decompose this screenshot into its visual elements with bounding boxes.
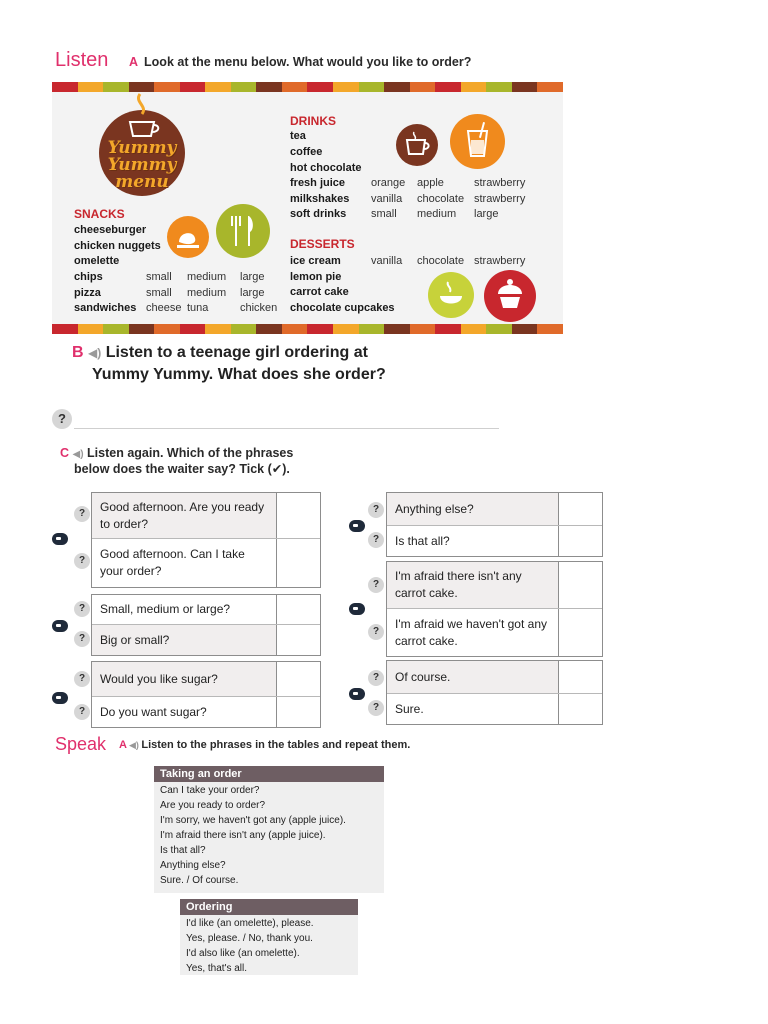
speaker-icon: ◀) (128, 740, 142, 750)
hot-drink-icon (428, 272, 474, 318)
phrase-text: Big or small? (100, 632, 170, 647)
dessert-lemon-pie: lemon pie (290, 271, 342, 283)
help-question-icon[interactable]: ? (74, 631, 90, 647)
table-row (92, 539, 320, 587)
phrase-text: Do you want sugar? (100, 704, 207, 719)
menu-bottom-stripe (52, 324, 563, 334)
taking-order-box (154, 766, 384, 893)
tick-box[interactable] (558, 661, 602, 693)
pizza-option: small (146, 287, 172, 299)
drink-soft-drinks: soft drinks (290, 208, 347, 220)
fork-knife-icon (216, 204, 270, 258)
drink-fresh-juice: fresh juice (290, 177, 346, 189)
phrase-line: Is that all? (160, 845, 206, 856)
tick-table-left-3 (91, 661, 321, 728)
answer-key-icon[interactable] (349, 603, 365, 615)
tick-table-right-3 (386, 660, 603, 725)
juice-option: strawberry (474, 177, 526, 189)
ice-cream-option: vanilla (371, 255, 403, 267)
menu-logo-text: Yummy Yummy menu (107, 138, 177, 192)
table-row (92, 595, 320, 625)
snack-chips: chips (74, 271, 103, 283)
tick-box[interactable] (276, 625, 320, 655)
answer-line[interactable] (74, 428, 499, 429)
table-row (92, 697, 320, 727)
help-question-icon[interactable]: ? (74, 704, 90, 720)
help-question-icon[interactable]: ? (368, 700, 384, 716)
tick-box[interactable] (276, 493, 320, 538)
phrase-text: Would you like sugar? (100, 671, 218, 686)
table-row (387, 661, 602, 694)
chips-option: small (146, 271, 172, 283)
phrase-line: Yes, please. / No, thank you. (186, 933, 313, 944)
answer-key-icon[interactable] (349, 520, 365, 532)
part-b-question (72, 342, 386, 385)
table-row (92, 662, 320, 697)
milkshake-option: vanilla (371, 193, 403, 205)
pizza-option: medium (187, 287, 227, 299)
dessert-carrot-cake: carrot cake (290, 286, 349, 298)
drink-coffee: coffee (290, 146, 323, 158)
table-row (387, 609, 602, 656)
table-row (387, 694, 602, 724)
pizza-option: large (240, 287, 265, 299)
section-listen-title: Listen (55, 49, 109, 71)
chips-option: large (240, 271, 265, 283)
snack-cheeseburger: cheeseburger (74, 224, 147, 236)
answer-key-icon[interactable] (52, 692, 68, 704)
answer-key-icon[interactable] (52, 620, 68, 632)
tick-box[interactable] (558, 493, 602, 525)
help-question-icon[interactable]: ? (52, 409, 72, 429)
speak-a-text: Listen to the phrases in the tables and repeat them. (141, 739, 411, 751)
drink-tea: tea (290, 130, 306, 142)
tick-box[interactable] (276, 539, 320, 587)
help-question-icon[interactable]: ? (74, 553, 90, 569)
phrase-line: Can I take your order? (160, 785, 260, 796)
help-question-icon[interactable]: ? (74, 671, 90, 687)
tick-box[interactable] (276, 662, 320, 696)
phrase-text: Good afternoon. Can I take your order? (100, 547, 245, 578)
phrase-line: I'm sorry, we haven't got any (apple juice). (160, 815, 346, 826)
desserts-title: DESSERTS (290, 237, 355, 251)
phrase-line: I'd also like (an omelette). (186, 948, 300, 959)
menu-top-stripe (52, 82, 563, 92)
part-c-letter: C (60, 446, 70, 460)
speak-a-letter: A (119, 739, 127, 751)
speak-a-instruction (119, 739, 410, 751)
help-question-icon[interactable]: ? (368, 532, 384, 548)
help-question-icon[interactable]: ? (368, 577, 384, 593)
ordering-header: Ordering (180, 899, 358, 915)
chicken-icon (167, 216, 209, 258)
phrase-line: Yes, that's all. (186, 963, 248, 974)
juice-option: apple (417, 177, 444, 189)
snack-pizza: pizza (74, 287, 101, 299)
help-question-icon[interactable]: ? (74, 506, 90, 522)
taking-order-header: Taking an order (154, 766, 384, 782)
help-question-icon[interactable]: ? (368, 502, 384, 518)
part-c-instruction (60, 446, 293, 477)
soft-drink-option: small (371, 208, 397, 220)
speaker-icon: ◀) (88, 346, 102, 360)
phrase-line: I'd like (an omelette), please. (186, 918, 314, 929)
tick-table-left-1 (91, 492, 321, 588)
listen-a-letter: A (129, 55, 139, 69)
sandwich-option: tuna (187, 302, 209, 314)
tick-box[interactable] (558, 526, 602, 556)
answer-key-icon[interactable] (52, 533, 68, 545)
ordering-box (180, 899, 358, 975)
phrase-text: Good afternoon. Are you ready to order? (100, 499, 265, 531)
sandwich-option: chicken (240, 302, 278, 314)
answer-key-icon[interactable] (349, 688, 365, 700)
drinks-title: DRINKS (290, 114, 337, 128)
phrase-line: Sure. / Of course. (160, 875, 239, 886)
help-question-icon[interactable]: ? (368, 670, 384, 686)
milkshake-option: strawberry (474, 193, 526, 205)
drink-hot-chocolate: hot chocolate (290, 162, 362, 174)
table-row (92, 625, 320, 655)
help-question-icon[interactable]: ? (368, 624, 384, 640)
dessert-ice-cream: ice cream (290, 255, 341, 267)
speaker-icon: ◀) (72, 449, 84, 460)
part-b-line2: Yummy Yummy. What does she order? (92, 366, 386, 383)
coffee-cup-icon (396, 124, 438, 166)
part-b-line1: Listen to a teenage girl ordering at (105, 344, 368, 361)
tick-box[interactable] (558, 694, 602, 724)
phrase-line: I'm afraid there isn't any (apple juice). (160, 830, 326, 841)
phrase-text: Sure. (395, 701, 424, 716)
soft-drink-option: medium (417, 208, 457, 220)
table-row (92, 493, 320, 539)
yummy-menu (52, 82, 563, 334)
snack-chicken-nuggets: chicken nuggets (74, 240, 161, 252)
cup-logo-icon (122, 92, 162, 142)
section-speak-title: Speak (55, 734, 107, 754)
tick-table-right-2 (386, 561, 603, 657)
help-question-icon[interactable]: ? (74, 601, 90, 617)
table-row (387, 526, 602, 556)
snacks-title: SNACKS (74, 207, 125, 221)
tick-box[interactable] (558, 562, 602, 608)
tick-box[interactable] (276, 595, 320, 624)
juice-option: orange (371, 177, 406, 189)
tick-box[interactable] (276, 697, 320, 727)
phrase-text: Of course. (395, 669, 451, 684)
part-b-letter: B (72, 344, 84, 361)
snack-sandwiches: sandwiches (74, 302, 137, 314)
tick-box[interactable] (558, 609, 602, 656)
table-row (387, 562, 602, 609)
phrase-line: Anything else? (160, 860, 226, 871)
phrase-text: Is that all? (395, 533, 450, 548)
listen-a-text: Look at the menu below. What would you like to order? (144, 55, 472, 69)
milkshake-option: chocolate (417, 193, 465, 205)
dessert-chocolate-cupcakes: chocolate cupcakes (290, 302, 395, 314)
phrase-text: Small, medium or large? (100, 602, 231, 616)
tick-table-right-1 (386, 492, 603, 557)
phrase-line: Are you ready to order? (160, 800, 266, 811)
cupcake-icon (484, 270, 536, 322)
phrase-text: I'm afraid there isn't any carrot cake. (395, 569, 522, 600)
juice-glass-icon (450, 114, 505, 169)
table-row (387, 493, 602, 526)
part-c-line2: below does the waiter say? Tick (✔). (74, 462, 290, 476)
part-c-line1: Listen again. Which of the phrases (87, 446, 294, 460)
drink-milkshakes: milkshakes (290, 193, 350, 205)
phrase-text: Anything else? (395, 501, 474, 516)
sandwich-option: cheese (146, 302, 182, 314)
tick-table-left-2 (91, 594, 321, 656)
phrase-text: I'm afraid we haven't got any carrot cake. (395, 616, 547, 648)
listen-a-instruction (129, 55, 471, 69)
ice-cream-option: chocolate (417, 255, 465, 267)
ice-cream-option: strawberry (474, 255, 526, 267)
snack-omelette: omelette (74, 255, 120, 267)
chips-option: medium (187, 271, 227, 283)
soft-drink-option: large (474, 208, 499, 220)
